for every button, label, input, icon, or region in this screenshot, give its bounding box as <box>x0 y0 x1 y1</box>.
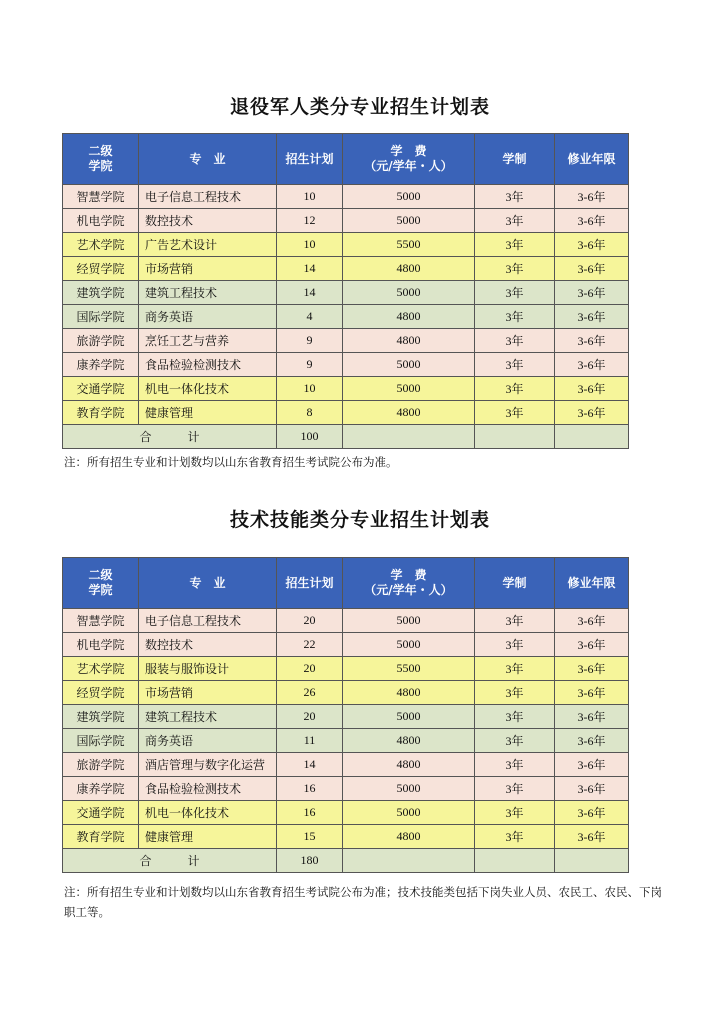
years-cell: 3-6年 <box>555 729 629 753</box>
empty-cell <box>343 849 475 873</box>
fee-cell: 5000 <box>343 633 475 657</box>
header-row <box>63 558 629 609</box>
empty-cell <box>475 425 555 449</box>
fee-cell: 5000 <box>343 609 475 633</box>
plan-cell: 8 <box>277 401 343 425</box>
plan-cell: 20 <box>277 657 343 681</box>
system-cell: 3年 <box>475 209 555 233</box>
fee-cell: 4800 <box>343 257 475 281</box>
fee-cell: 5000 <box>343 801 475 825</box>
fee-cell: 5000 <box>343 777 475 801</box>
table-note: 注：所有招生专业和计划数均以山东省教育招生考试院公布为准；技术技能类包括下岗失业人员、农民工、农民、下岗职工等。 <box>64 885 662 919</box>
system-cell: 3年 <box>475 281 555 305</box>
fee-cell: 5500 <box>343 233 475 257</box>
table-row <box>63 681 629 705</box>
major-cell: 健康管理 <box>139 825 277 849</box>
years-cell: 3-6年 <box>555 305 629 329</box>
total-row <box>63 849 629 873</box>
column-header-system: 学制 <box>475 134 555 185</box>
system-cell: 3年 <box>475 633 555 657</box>
fee-cell: 4800 <box>343 329 475 353</box>
column-header-years: 修业年限 <box>555 558 629 609</box>
fee-cell: 5500 <box>343 657 475 681</box>
major-cell: 建筑工程技术 <box>139 705 277 729</box>
years-cell: 3-6年 <box>555 633 629 657</box>
fee-cell: 5000 <box>343 353 475 377</box>
college-cell: 国际学院 <box>63 729 139 753</box>
college-cell: 康养学院 <box>63 353 139 377</box>
table-row <box>63 353 629 377</box>
college-cell: 机电学院 <box>63 633 139 657</box>
table-row <box>63 185 629 209</box>
plan-cell: 20 <box>277 609 343 633</box>
plan-cell: 11 <box>277 729 343 753</box>
empty-cell <box>555 849 629 873</box>
fee-cell: 4800 <box>343 681 475 705</box>
header-line: 学 费 <box>390 568 427 582</box>
college-cell: 机电学院 <box>63 209 139 233</box>
college-cell: 建筑学院 <box>63 281 139 305</box>
plan-cell: 10 <box>277 233 343 257</box>
system-cell: 3年 <box>475 329 555 353</box>
empty-cell <box>555 425 629 449</box>
system-cell: 3年 <box>475 777 555 801</box>
column-header-plan: 招生计划 <box>277 558 343 609</box>
total-plan: 100 <box>277 425 343 449</box>
years-cell: 3-6年 <box>555 353 629 377</box>
plan-cell: 4 <box>277 305 343 329</box>
college-cell: 康养学院 <box>63 777 139 801</box>
total-row <box>63 425 629 449</box>
column-header-years: 修业年限 <box>555 134 629 185</box>
major-cell: 服装与服饰设计 <box>139 657 277 681</box>
major-cell: 烹饪工艺与营养 <box>139 329 277 353</box>
years-cell: 3-6年 <box>555 609 629 633</box>
table-row <box>63 609 629 633</box>
plan-cell: 10 <box>277 185 343 209</box>
years-cell: 3-6年 <box>555 681 629 705</box>
years-cell: 3-6年 <box>555 377 629 401</box>
system-cell: 3年 <box>475 401 555 425</box>
major-cell: 食品检验检测技术 <box>139 777 277 801</box>
major-cell: 酒店管理与数字化运营 <box>139 753 277 777</box>
college-cell: 教育学院 <box>63 825 139 849</box>
college-cell: 旅游学院 <box>63 329 139 353</box>
table-row <box>63 329 629 353</box>
column-header-plan: 招生计划 <box>277 134 343 185</box>
column-header-fee <box>343 134 475 185</box>
table-row <box>63 825 629 849</box>
major-cell: 数控技术 <box>139 209 277 233</box>
college-cell: 艺术学院 <box>63 233 139 257</box>
major-cell: 电子信息工程技术 <box>139 185 277 209</box>
table-note: 注：所有招生专业和计划数均以山东省教育招生考试院公布为准。 <box>64 455 398 469</box>
years-cell: 3-6年 <box>555 825 629 849</box>
fee-cell: 4800 <box>343 729 475 753</box>
major-cell: 健康管理 <box>139 401 277 425</box>
system-cell: 3年 <box>475 657 555 681</box>
fee-cell: 5000 <box>343 705 475 729</box>
college-cell: 智慧学院 <box>63 185 139 209</box>
major-cell: 商务英语 <box>139 305 277 329</box>
college-cell: 教育学院 <box>63 401 139 425</box>
system-cell: 3年 <box>475 681 555 705</box>
column-header-college <box>63 558 139 609</box>
header-line: 二级 <box>88 144 113 158</box>
college-cell: 艺术学院 <box>63 657 139 681</box>
system-cell: 3年 <box>475 353 555 377</box>
column-header-major: 专 业 <box>139 558 277 609</box>
plan-cell: 9 <box>277 353 343 377</box>
college-cell: 交通学院 <box>63 801 139 825</box>
years-cell: 3-6年 <box>555 257 629 281</box>
plan-cell: 16 <box>277 801 343 825</box>
table-row <box>63 257 629 281</box>
years-cell: 3-6年 <box>555 777 629 801</box>
plan-cell: 22 <box>277 633 343 657</box>
fee-cell: 4800 <box>343 401 475 425</box>
fee-cell: 5000 <box>343 377 475 401</box>
column-header-major: 专 业 <box>139 134 277 185</box>
system-cell: 3年 <box>475 233 555 257</box>
years-cell: 3-6年 <box>555 329 629 353</box>
table-row <box>63 401 629 425</box>
plan-cell: 15 <box>277 825 343 849</box>
plan-cell: 12 <box>277 209 343 233</box>
fee-cell: 4800 <box>343 825 475 849</box>
system-cell: 3年 <box>475 257 555 281</box>
college-cell: 旅游学院 <box>63 753 139 777</box>
table-row <box>63 377 629 401</box>
table-row <box>63 657 629 681</box>
years-cell: 3-6年 <box>555 801 629 825</box>
empty-cell <box>475 849 555 873</box>
table-title: 退役军人类分专业招生计划表 <box>229 96 490 118</box>
major-cell: 数控技术 <box>139 633 277 657</box>
system-cell: 3年 <box>475 729 555 753</box>
plan-cell: 14 <box>277 257 343 281</box>
fee-cell: 4800 <box>343 305 475 329</box>
header-line: 学院 <box>88 583 113 597</box>
header-row <box>63 134 629 185</box>
total-label: 合 计 <box>63 425 277 449</box>
major-cell: 食品检验检测技术 <box>139 353 277 377</box>
system-cell: 3年 <box>475 609 555 633</box>
fee-cell: 5000 <box>343 209 475 233</box>
table-row <box>63 801 629 825</box>
years-cell: 3-6年 <box>555 281 629 305</box>
years-cell: 3-6年 <box>555 209 629 233</box>
plan-cell: 20 <box>277 705 343 729</box>
fee-cell: 5000 <box>343 281 475 305</box>
major-cell: 建筑工程技术 <box>139 281 277 305</box>
column-header-system: 学制 <box>475 558 555 609</box>
column-header-college <box>63 134 139 185</box>
header-line: （元/学年・人） <box>364 583 453 597</box>
fee-cell: 4800 <box>343 753 475 777</box>
table-row <box>63 633 629 657</box>
fee-cell: 5000 <box>343 185 475 209</box>
years-cell: 3-6年 <box>555 233 629 257</box>
college-cell: 经贸学院 <box>63 257 139 281</box>
column-header-fee <box>343 558 475 609</box>
total-label: 合 计 <box>63 849 277 873</box>
table-row <box>63 729 629 753</box>
table-row <box>63 305 629 329</box>
plan-cell: 14 <box>277 281 343 305</box>
major-cell: 商务英语 <box>139 729 277 753</box>
system-cell: 3年 <box>475 185 555 209</box>
major-cell: 市场营销 <box>139 257 277 281</box>
system-cell: 3年 <box>475 705 555 729</box>
college-cell: 交通学院 <box>63 377 139 401</box>
system-cell: 3年 <box>475 801 555 825</box>
enrollment-plan-table <box>62 133 629 449</box>
enrollment-plan-table <box>62 557 629 873</box>
plan-cell: 10 <box>277 377 343 401</box>
table-row <box>63 209 629 233</box>
total-plan: 180 <box>277 849 343 873</box>
college-cell: 经贸学院 <box>63 681 139 705</box>
table-title: 技术技能类分专业招生计划表 <box>229 509 490 531</box>
table-row <box>63 753 629 777</box>
empty-cell <box>343 425 475 449</box>
plan-cell: 9 <box>277 329 343 353</box>
plan-cell: 26 <box>277 681 343 705</box>
system-cell: 3年 <box>475 753 555 777</box>
table-row <box>63 281 629 305</box>
years-cell: 3-6年 <box>555 753 629 777</box>
plan-cell: 14 <box>277 753 343 777</box>
years-cell: 3-6年 <box>555 185 629 209</box>
system-cell: 3年 <box>475 825 555 849</box>
major-cell: 电子信息工程技术 <box>139 609 277 633</box>
years-cell: 3-6年 <box>555 705 629 729</box>
table-row <box>63 705 629 729</box>
header-line: （元/学年・人） <box>364 159 453 173</box>
header-line: 学 费 <box>390 144 427 158</box>
header-line: 二级 <box>88 568 113 582</box>
college-cell: 智慧学院 <box>63 609 139 633</box>
major-cell: 市场营销 <box>139 681 277 705</box>
header-line: 学院 <box>88 159 113 173</box>
college-cell: 国际学院 <box>63 305 139 329</box>
table-row <box>63 233 629 257</box>
years-cell: 3-6年 <box>555 401 629 425</box>
major-cell: 广告艺术设计 <box>139 233 277 257</box>
college-cell: 建筑学院 <box>63 705 139 729</box>
table-row <box>63 777 629 801</box>
system-cell: 3年 <box>475 377 555 401</box>
years-cell: 3-6年 <box>555 657 629 681</box>
system-cell: 3年 <box>475 305 555 329</box>
major-cell: 机电一体化技术 <box>139 801 277 825</box>
major-cell: 机电一体化技术 <box>139 377 277 401</box>
plan-cell: 16 <box>277 777 343 801</box>
